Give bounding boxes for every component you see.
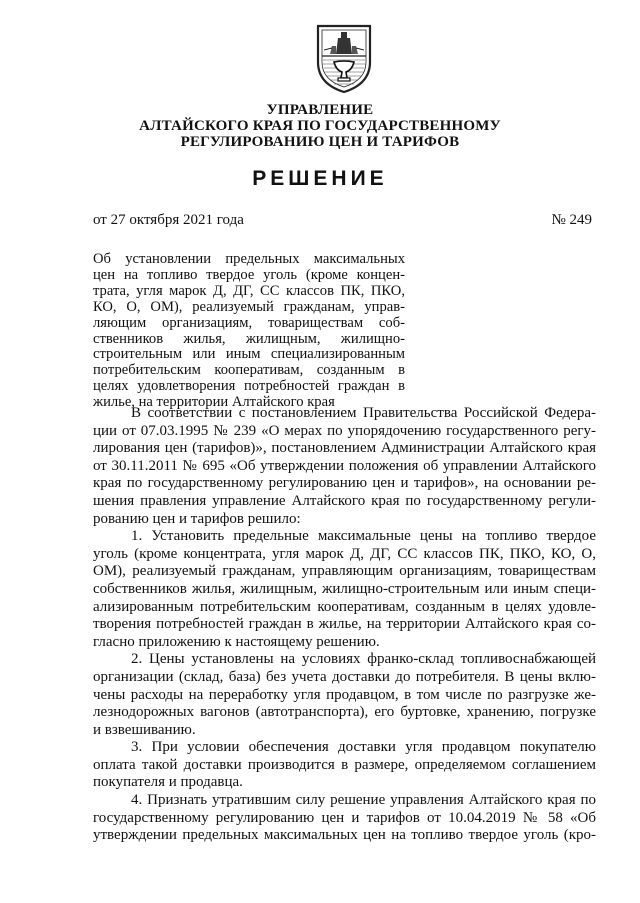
- body-line: ции от 07.03.1995 № 239 «О мерах по упорядочению государственного регу-: [93, 422, 596, 439]
- subject-line: потребительским кооперативам, созданным в: [93, 362, 405, 379]
- body-line: уголь (кроме концентрата, угля марок Д, ДГ, СС классов ПК, ПКО, КО, О,: [93, 545, 596, 562]
- document-number: № 249: [551, 212, 592, 228]
- body-line: 2. Цены установлены на условиях франко-склад топливоснабжающей: [131, 651, 596, 668]
- document-date: от 27 октября 2021 года: [93, 212, 244, 228]
- body-line: творения потребностей граждан в жилье, на территории Алтайского края со-: [93, 616, 596, 633]
- document-type-title: РЕШЕНИЕ: [252, 167, 388, 190]
- body-line: 4. Признать утратившим силу решение управления Алтайского края по: [131, 792, 596, 809]
- body-line: 3. При условии обеспечения доставки угля продавцом покупателю: [131, 739, 596, 756]
- altai-krai-coat-of-arms-icon: [310, 20, 378, 96]
- body-line: оплата такой доставки производится в размере, определяемом соглашением: [93, 756, 596, 773]
- body-line: утверждении предельных максимальных цен на топливо твердое уголь (кро-: [93, 827, 596, 844]
- subject-line: ляющим организациям, товариществам соб-: [93, 314, 405, 331]
- body-line: организации (склад, база) без учета доставки до потребителя. В цены вклю-: [93, 668, 596, 685]
- subject-line: трата, угля марок Д, ДГ, СС классов ПК, ПКО,: [93, 282, 405, 299]
- issuing-authority: [0, 102, 640, 150]
- body-line: и взвешиванию.: [93, 721, 196, 738]
- body-line: края по государственному регулированию цен и тарифов», на основании ре-: [93, 475, 596, 492]
- subject-line: строительным или иным специализированным: [93, 346, 405, 363]
- body-line: лезнодорожных вагонов (автотранспорта), его буртовке, хранению, погрузке: [93, 704, 596, 721]
- body-line: лирования цен (тарифов)», постановлением Администрации Алтайского края: [93, 440, 596, 457]
- clause-1-paragraph: [93, 528, 596, 651]
- subject-line: КО, О, ОМ), реализуемый гражданам, управ-: [93, 298, 405, 315]
- body-line: ОМ), реализуемый гражданам, управляющим организациям, товариществам: [93, 563, 596, 580]
- subject-line: цен на топливо твердое уголь (кроме концен-: [93, 266, 405, 283]
- clause-2-paragraph: [93, 651, 596, 739]
- body-line: покупателя и продавца.: [93, 774, 243, 791]
- authority-line-2: АЛТАЙСКОГО КРАЯ ПО ГОСУДАРСТВЕННОМУ: [139, 118, 501, 134]
- subject-line: ственников жилья, жилищным, жилищно-: [93, 330, 405, 347]
- clause-4-paragraph: [93, 792, 596, 845]
- body-line: В соответствии с постановлением Правительства Российской Федера-: [131, 405, 596, 421]
- preamble-paragraph: [93, 405, 596, 528]
- subject-line: Об установлении предельных максимальных: [93, 251, 405, 267]
- subject-line: целях удовлетворения потребностей граждан в: [93, 378, 405, 395]
- subject-line: жилье, на территории Алтайского края: [93, 394, 335, 411]
- body-line: ализированным потребительским кооперативам, созданным в целях удовле-: [93, 598, 596, 615]
- authority-line-1: УПРАВЛЕНИЕ: [266, 102, 374, 118]
- document-subject: [93, 252, 405, 411]
- body-line: шения правления управление Алтайского края по государственному регули-: [93, 492, 596, 509]
- document-body: [93, 405, 596, 845]
- clause-3-paragraph: [93, 739, 596, 792]
- body-line: чены расходы на переработку угля продавцом, в том числе по разгрузке же-: [93, 686, 596, 703]
- body-line: государственному регулированию цен и тарифов от 10.04.2019 № 58 «Об: [93, 809, 596, 826]
- body-line: рованию цен и тарифов решило:: [93, 510, 301, 527]
- body-line: собственников жилья, жилищным, жилищно-строительным или иным специ-: [93, 580, 596, 597]
- body-line: 1. Установить предельные максимальные цены на топливо твердое: [131, 528, 596, 545]
- body-line: от 30.11.2011 № 695 «Об утверждении положения об управлении Алтайского: [93, 457, 596, 474]
- authority-line-3: РЕГУЛИРОВАНИЮ ЦЕН И ТАРИФОВ: [180, 134, 460, 150]
- body-line: гласно приложению к настоящему решению.: [93, 633, 380, 650]
